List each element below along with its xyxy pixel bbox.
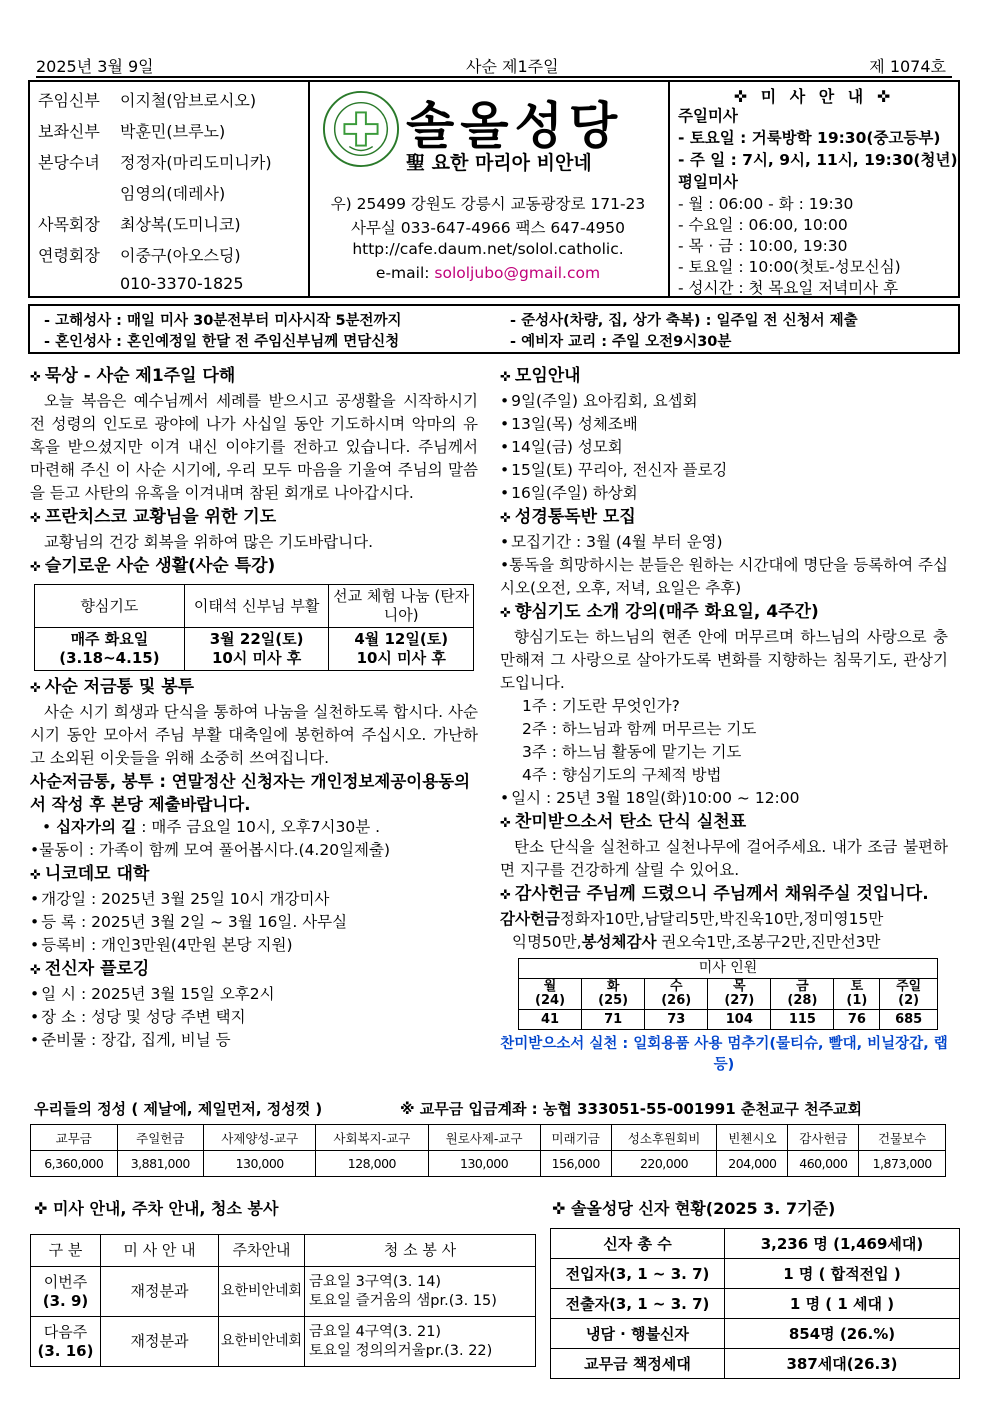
meditation-body: 오늘 복음은 예수님께서 세례를 받으시고 공생활을 시작하시기 전 성령의 인도로 광야에 나가 사십일 동안 기도하시며 악마의 유혹을 받으셨지만 이겨 내신 이야기를 전하고 있습니다. 주님께서 마련해 주신 이 사순 시기에, 우리 모두 마음을 기울여 주님의 말씀을 듣고 사탄의 유혹을 이겨내며 참된 회개로 나아갑시다.: [30, 392, 478, 502]
pope-prayer-body: 교황님의 건강 회복을 위하여 많은 기도바랍니다.: [44, 533, 374, 551]
church-phone: 사무실 033-647-4966 팩스 647-4950: [350, 219, 626, 237]
table-cell: 41: [519, 1010, 582, 1030]
liturgical-week: 사순 제1주일: [466, 57, 559, 76]
table-header: 수 (26): [645, 979, 708, 1010]
bible-reading-title: ✜ 성경통독반 모집: [500, 505, 948, 531]
staff-row: 사목회장 최상복(도미니코): [38, 215, 241, 234]
list-item: • 14일(금) 성모회: [500, 436, 948, 459]
church-patron: 聖 요한 마리아 비안네: [406, 152, 592, 174]
lent-box-body: 사순 시기 희생과 단식을 통하여 나눔을 실천하도록 합시다. 사순 시기 동안 모아서 주님 부활 대축일에 봉헌하여 주십시오. 가난하고 소외된 이웃들을 위해 소중히 쓰여집니다.: [30, 703, 478, 767]
table-cell: 다음주 (3. 16): [31, 1317, 101, 1367]
table-header: 목 (27): [708, 979, 771, 1010]
offering-title: 우리들의 정성 ( 제날에, 제일먼저, 정성껏 ): [34, 1100, 323, 1118]
prayer-date: • 일시 : 25년 3월 18일(화)10:00 ~ 12:00: [500, 787, 948, 810]
table-cell: 387세대(26.3): [725, 1349, 960, 1379]
list-item: • 장 소 : 성당 및 성당 주변 택지: [30, 1006, 478, 1029]
table-cell: 재정분과: [101, 1317, 219, 1367]
table-header: 교무금: [31, 1125, 118, 1151]
thanks-offering-line: 감사헌금정화자10만,남달리5만,박진욱10만,정미영15만: [500, 910, 884, 928]
staff-row: 010-3370-1825: [120, 274, 244, 293]
laudato-si-notice: 찬미받으소서 실천 : 일회용품 사용 멈추기(물티슈, 빨대, 비닐장갑, 랩 등): [500, 1036, 948, 1073]
table-cell: 76: [834, 1010, 880, 1030]
header-box: [28, 80, 960, 298]
table-header: 주일 (2): [880, 979, 938, 1010]
left-column: [30, 364, 478, 1052]
table-cell: 교무금 책정세대: [551, 1349, 725, 1379]
table-cell: 요한비안네회: [219, 1267, 305, 1317]
thanks-offering-title: ✜ 감사헌금 주님께 드렸으니 주님께서 채워주실 것입니다.: [500, 882, 948, 908]
table-cell: 1 명 ( 합적전입 ): [725, 1259, 960, 1289]
staff-row: 보좌신부 박훈민(브루노): [38, 122, 226, 141]
mass-times-header: ✜ 미 사 안 내 ✜: [733, 87, 895, 106]
list-item: • 9일(주일) 요아킴회, 요셉회: [500, 390, 948, 413]
table-cell: 재정분과: [101, 1267, 219, 1317]
list-item: • 15일(토) 꾸리아, 전신자 플로깅: [500, 459, 948, 482]
church-address: 우) 25499 강원도 강릉시 교동광장로 171-23: [330, 195, 646, 213]
list-item: 2주 : 하느님과 함께 머무르는 기도: [522, 720, 757, 738]
table-cell: 115: [771, 1010, 834, 1030]
bulletin-topline: [36, 52, 952, 78]
bible-reading-body: •통독을 희망하시는 분들은 원하는 시간대에 명단을 등록하여 주십시오(오전, 오후, 저녁, 요일은 추후): [500, 556, 948, 597]
lent-box-title: ✜ 사순 저금통 및 봉투: [30, 675, 478, 701]
centering-prayer-title: ✜ 향심기도 소개 강의(매주 화요일, 4주간): [500, 600, 948, 626]
table-cell: 전입자(3, 1 ~ 3. 7): [551, 1259, 725, 1289]
table-header: 금 (28): [771, 979, 834, 1010]
table-cell: 4월 12일(토) 10시 미사 후: [329, 628, 474, 671]
table-cell: 71: [582, 1010, 645, 1030]
table-cell: 신자 총 수: [551, 1229, 725, 1259]
table-cell: 220,000: [611, 1151, 717, 1177]
table-cell: 금요일 4구역(3. 21) 토요일 정의의거울pr.(3. 22): [305, 1317, 536, 1367]
lent-lecture-title: ✜ 슬기로운 사순 생활(사순 특강): [30, 554, 478, 580]
attendance-title: 미사 인원: [519, 959, 938, 979]
church-email: e-mail: sololjubo@gmail.com: [375, 264, 601, 282]
table-cell: 금요일 3구역(3. 14) 토요일 즐거움의 샘pr.(3. 15): [305, 1267, 536, 1317]
table-cell: 요한비안네회: [219, 1317, 305, 1367]
table-cell: 460,000: [788, 1151, 859, 1177]
table-header: 주일헌금: [117, 1125, 204, 1151]
mass-line: - 주 일 : 7시, 9시, 11시, 19:30(청년): [678, 151, 958, 169]
centering-prayer-body: 향심기도는 하느님의 현존 안에 머무르며 하느님의 사랑으로 충만해져 그 사랑으로 살아가도록 변화를 지향하는 침묵기도, 관상기도입니다.: [500, 628, 948, 692]
table-cell: 냉담 · 행불신자: [551, 1319, 725, 1349]
table-cell: 156,000: [540, 1151, 611, 1177]
way-of-cross: • 십자가의 길 : 매주 금요일 10시, 오후7시30분 .: [42, 818, 381, 836]
table-cell: 73: [645, 1010, 708, 1030]
table-cell: 1,873,000: [859, 1151, 946, 1177]
carbon-fast-title: ✜ 찬미받으소서 탄소 단식 실천표: [500, 810, 948, 836]
church-info: [310, 82, 670, 296]
table-header: 청 소 봉 사: [305, 1235, 536, 1267]
mass-line: - 목 · 금 : 10:00, 19:30: [678, 237, 848, 255]
plogging-title: ✜ 전신자 플로깅: [30, 957, 478, 983]
parish-stats-table: [550, 1228, 960, 1379]
church-web-link[interactable]: http://cafe.daum.net/solol.catholic.: [352, 240, 624, 258]
staff-row: 주임신부 이지철(암브로시오): [38, 91, 257, 110]
staff-row: 본당수녀 정정자(마리도미니카): [38, 153, 272, 172]
sacrament-notice: [28, 304, 960, 354]
mass-line: 주일미사: [678, 107, 738, 125]
list-item: • 등록비 : 개인3만원(4만원 본당 지원): [30, 934, 478, 957]
blessing-notice: - 준성사(차량, 집, 상가 축복) : 일주일 전 신청서 제출: [510, 313, 858, 329]
list-item: • 16일(주일) 하상회: [500, 482, 948, 505]
service-title: ✜ 미사 안내, 주차 안내, 청소 봉사: [34, 1199, 279, 1218]
table-header: 빈첸시오: [717, 1125, 788, 1151]
issue-number: 제 1074호: [869, 57, 946, 76]
mass-times: [670, 82, 958, 296]
list-item: 3주 : 하느님 활동에 맡기는 기도: [522, 743, 742, 761]
mass-line: - 수요일 : 06:00, 10:00: [678, 216, 848, 234]
family-quiz: •물동이 : 가족이 함께 모여 풀어봅시다.(4.20일제출): [30, 841, 391, 859]
table-cell: 685: [880, 1010, 938, 1030]
staff-row: 연령회장 이중구(아오스딩): [38, 246, 241, 265]
table-cell: 1 명 ( 1 세대 ): [725, 1289, 960, 1319]
table-header: 화 (25): [582, 979, 645, 1010]
meditation-title: ✜ 묵상 - 사순 제1주일 다해: [30, 364, 478, 390]
table-header: 주차안내: [219, 1235, 305, 1267]
table-cell: 128,000: [316, 1151, 428, 1177]
table-header: 감사헌금: [788, 1125, 859, 1151]
list-item: • 13일(목) 성체조배: [500, 413, 948, 436]
email-link[interactable]: sololjubo@gmail.com: [434, 264, 601, 282]
offering-account: ※ 교무금 입금계좌 : 농협 333051-55-001991 춘천교구 천주교회: [400, 1100, 863, 1118]
table-header: 원로사제-교구: [428, 1125, 540, 1151]
church-name: 솔올성당: [406, 97, 624, 155]
table-header: 미 사 안 내: [101, 1235, 219, 1267]
table-header: 사제양성-교구: [204, 1125, 316, 1151]
table-header: 사회복지-교구: [316, 1125, 428, 1151]
table-cell: 6,360,000: [31, 1151, 118, 1177]
table-header: 구 분: [31, 1235, 101, 1267]
carbon-fast-body: 탄소 단식을 실천하고 실천나무에 걸어주세요. 내가 조금 불편하면 지구를 건강하게 살릴 수 있어요.: [500, 838, 948, 879]
mass-line: - 성시간 : 첫 목요일 저녁미사 후: [678, 279, 899, 297]
staff-row: 임영의(데레사): [120, 184, 226, 203]
mass-line: - 토요일 : 거룩방학 19:30(중고등부): [678, 129, 941, 147]
service-table: [30, 1234, 536, 1367]
right-column: [500, 364, 948, 1076]
table-header: 선교 체험 나눔 (탄자니아): [329, 585, 474, 628]
list-item: 1주 : 기도란 무엇인가?: [522, 697, 680, 715]
table-cell: 130,000: [428, 1151, 540, 1177]
table-header: 토 (1): [834, 979, 880, 1010]
list-item: • 등 록 : 2025년 3월 2일 ~ 3월 16일. 사무실: [30, 911, 478, 934]
table-cell: 3,236 명 (1,469세대): [725, 1229, 960, 1259]
table-header: 성소후원회비: [611, 1125, 717, 1151]
lent-lecture-table: [34, 584, 474, 671]
church-logo-icon: [322, 90, 400, 168]
list-item: 4주 : 향심기도의 구체적 방법: [522, 766, 722, 784]
table-header: 향심기도: [35, 585, 185, 628]
table-cell: 전출자(3, 1 ~ 3. 7): [551, 1289, 725, 1319]
attendance-table: [518, 958, 938, 1030]
confession-notice: - 고해성사 : 매일 미사 30분전부터 미사시작 5분전까지: [44, 313, 402, 329]
table-cell: 3월 22일(토) 10시 미사 후: [184, 628, 329, 671]
bulletin-date: 2025년 3월 9일: [36, 57, 154, 76]
staff-list: [30, 82, 310, 296]
table-header: 건물보수: [859, 1125, 946, 1151]
table-header: 미래기금: [540, 1125, 611, 1151]
nicodemus-title: ✜ 니코데모 대학: [30, 862, 478, 888]
table-header: 월 (24): [519, 979, 582, 1010]
pope-prayer-title: ✜ 프란치스코 교황님을 위한 기도: [30, 505, 478, 531]
table-cell: 130,000: [204, 1151, 316, 1177]
table-cell: 854명 (26.%): [725, 1319, 960, 1349]
table-cell: 104: [708, 1010, 771, 1030]
table-cell: 204,000: [717, 1151, 788, 1177]
list-item: • 모집기간 : 3월 (4월 부터 운영): [500, 531, 948, 554]
table-cell: 매주 화요일 (3.18~4.15): [35, 628, 185, 671]
offering-table: [30, 1124, 946, 1177]
marriage-notice: - 혼인성사 : 혼인예정일 한달 전 주임신부님께 면담신청: [44, 334, 400, 350]
tax-notice: 사순저금통, 봉투 : 연말정산 신청자는 개인정보제공이용동의서 작성 후 본당 제출바랍니다.: [30, 772, 471, 814]
list-item: • 준비물 : 장갑, 집게, 비닐 등: [30, 1029, 478, 1052]
mass-line: 평일미사: [678, 173, 738, 191]
table-cell: 이번주 (3. 9): [31, 1267, 101, 1317]
table-header: 이태석 신부님 부활: [184, 585, 329, 628]
list-item: • 개강일 : 2025년 3월 25일 10시 개강미사: [30, 888, 478, 911]
mass-line: - 토요일 : 10:00(첫토-성모신심): [678, 258, 901, 276]
table-cell: 3,881,000: [117, 1151, 204, 1177]
offering-section: [30, 1098, 960, 1171]
mass-line: - 월 : 06:00 - 화 : 19:30: [678, 195, 854, 213]
thanks-offering-line: 익명50만,봉성체감사 권오숙1만,조봉구2만,진만선3만: [512, 933, 881, 951]
meetings-title: ✜ 모임안내: [500, 364, 948, 390]
catechism-notice: - 예비자 교리 : 주일 오전9시30분: [510, 334, 732, 350]
list-item: • 일 시 : 2025년 3월 15일 오후2시: [30, 983, 478, 1006]
stats-title: ✜ 솔올성당 신자 현황(2025 3. 7기준): [552, 1199, 836, 1218]
